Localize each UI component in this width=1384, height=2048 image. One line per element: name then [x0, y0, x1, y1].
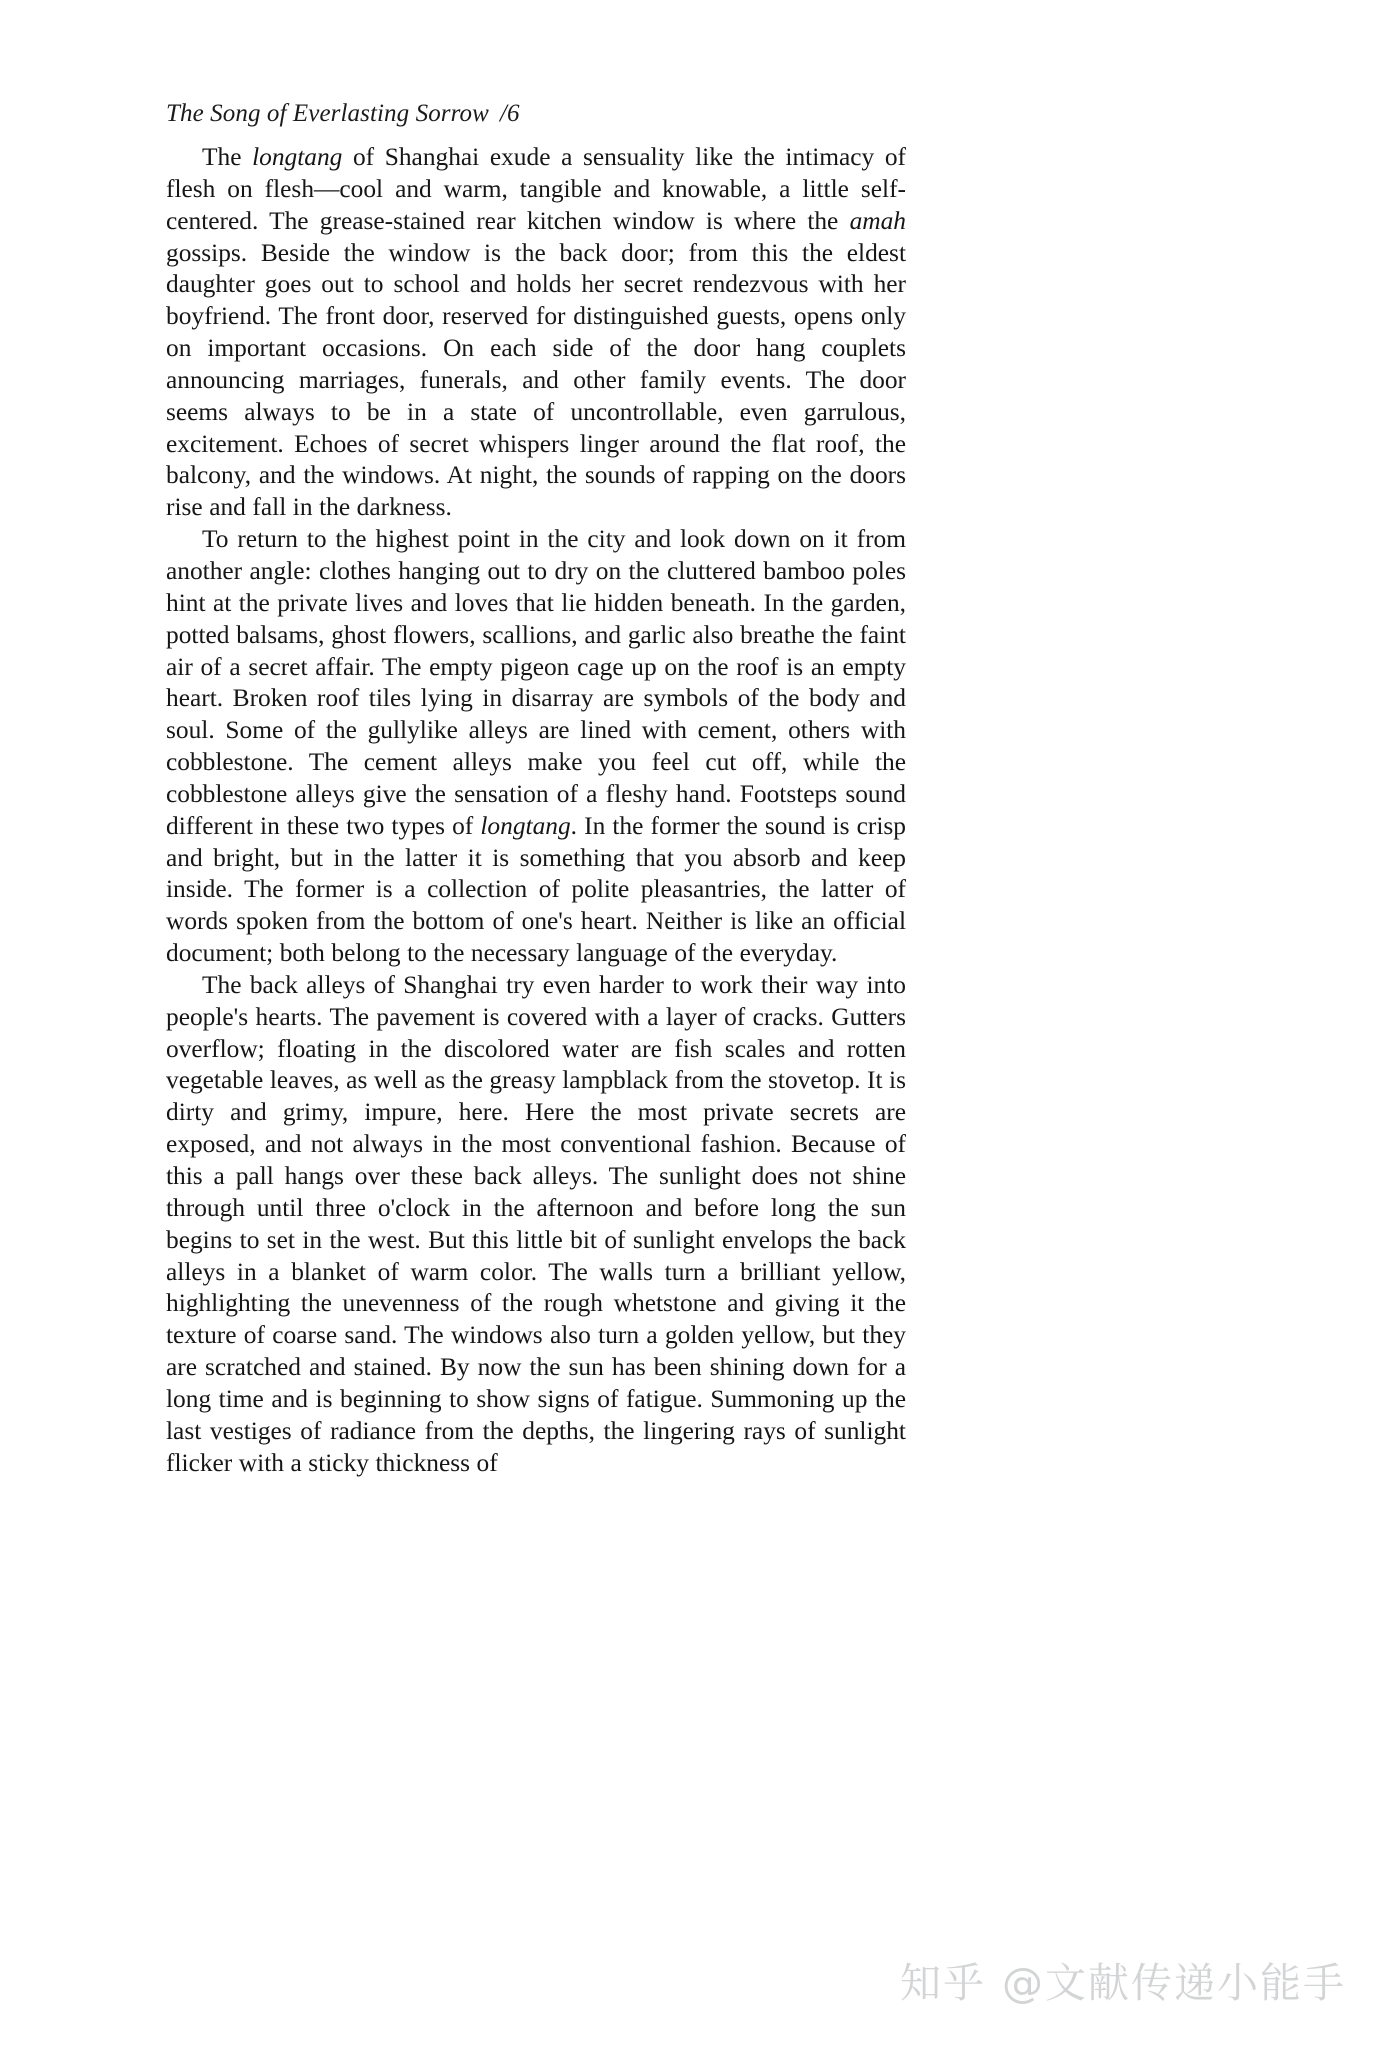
body-paragraph — [166, 970, 906, 1480]
watermark-handle: @文献传递小能手 — [1002, 1959, 1346, 2007]
text-run: gossips. Beside the window is the back door; from this the eldest daughter goes out to school and holds her secret rendezvous with her boyfriend. The front door, reserved for distinguished guests, opens only on important occasions. On each side of the door hang couplets announcing marriages, funerals, and other family events. The door seems always to be in a state of uncontrollable, even garrulous, excitement. Echoes of secret whispers linger around the flat roof, the balcony, and the windows. At night, the sounds of rapping on the doors rise and fall in the darkness. — [166, 238, 906, 522]
text-run: To return to the highest point in the city and look down on it from another angle: clothes hanging out to dry on the cluttered bamboo poles hint at the private lives and loves that lie hidden beneath. In the garden, potted balsams, ghost flowers, scallions, and garlic also breathe the faint air of a secret affair. The empty pigeon cage up on the roof is an empty heart. Broken roof tiles lying in disarray are symbols of the body and soul. Some of the gullylike alleys are lined with cement, others with cobblestone. The cement alleys make you feel cut off, while the cobblestone alleys give the sensation of a fleshy hand. Footsteps sound different in these two types of — [166, 525, 906, 840]
running-head — [166, 99, 926, 129]
running-head-title: The Song of Everlasting Sorrow — [166, 100, 489, 127]
text-run: . In the former the sound is crisp and bright, but in the latter it is something that you absorb and keep inside. The former is a collection of polite pleasantries, the latter of words spoken from the bottom of one's heart. Neither is like an official document; both belong to the necessary language of the everyday. — [166, 811, 907, 968]
text-run: of Shanghai exude a sensuality like the intimacy of flesh on flesh—cool and warm, tangible and knowable, a little self-centered. The grease-stained rear kitchen window is where the — [166, 143, 907, 235]
folio-separator: / — [499, 100, 507, 127]
italic-term: longtang — [480, 811, 571, 840]
watermark — [900, 1959, 1346, 2007]
italic-term: longtang — [252, 143, 343, 171]
text-run: The — [202, 143, 253, 171]
body-text-block — [166, 142, 906, 1479]
page-number: 6 — [506, 100, 520, 127]
text-run: The back alleys of Shanghai try even harder to work their way into people's hearts. The pavement is covered with a layer of cracks. Gutters overflow; floating in the discolored water are fish scales and rotten vegetable leaves, as well as the greasy lampblack from the stovetop. It is dirty and grimy, impure, here. Here the most private secrets are exposed, and not always in the most conventional fashion. Because of this a pall hangs over these back alleys. The sunlight does not shine through until three o'clock in the afternoon and before long the sun begins to set in the west. But this little bit of sunlight envelops the back alleys in a blanket of warm color. The walls turn a brilliant yellow, highlighting the unevenness of the rough whetstone and giving it the texture of coarse sand. The windows also turn a golden yellow, but they are scratched and stained. By now the sun has been shining down for a long time and is beginning to show signs of fatigue. Summoning up the last vestiges of radiance from the depths, the lingering rays of sunlight flicker with a sticky thickness of — [166, 970, 906, 1477]
watermark-logo: 知乎 — [900, 1959, 986, 2007]
body-paragraph — [166, 142, 906, 524]
italic-term: amah — [849, 206, 906, 235]
body-paragraph — [166, 524, 906, 970]
